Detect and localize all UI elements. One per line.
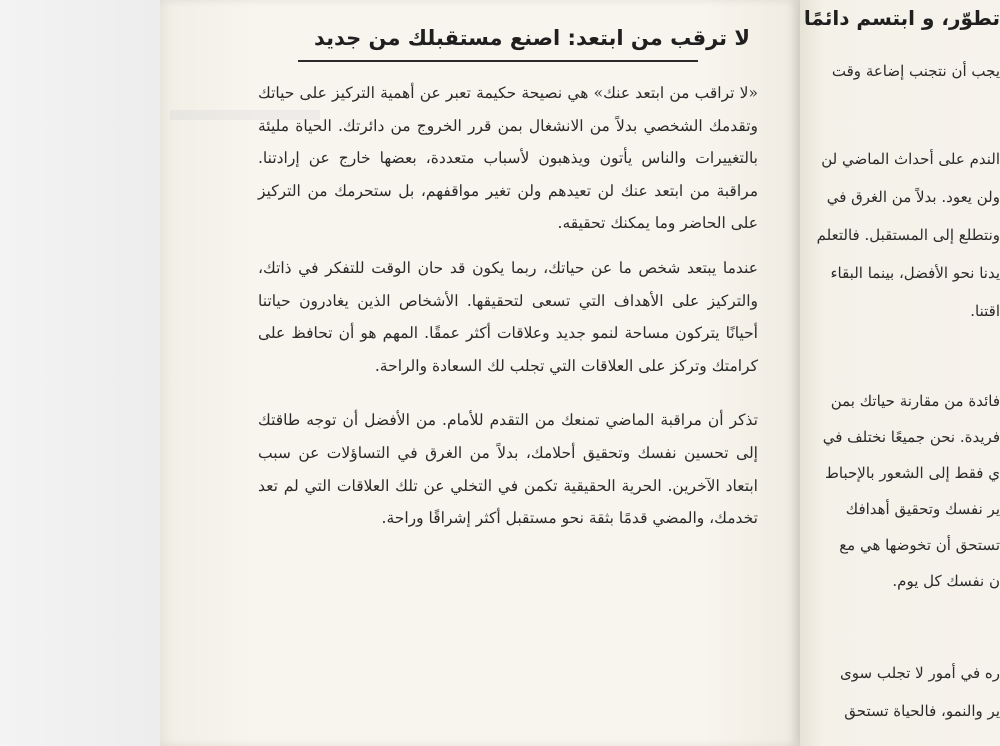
right-line: ن نفسك كل يوم. [892, 572, 1000, 590]
right-line: ره في أمور لا تجلب سوى [840, 664, 1000, 682]
main-text-column [258, 18, 758, 535]
paragraph-3: تذكر أن مراقبة الماضي تمنعك من التقدم للأمام. من الأفضل أن توجه طاقتك إلى تحسين نفسك وتحقيق أحلامك، بدلاً من الغرق في التساؤلات عن سبب ابتعاد الآخرين. الحرية الحقيقية تكمن في التخلي عن تلك العلاقات التي لم تعد تخدمك، والمضي قدمًا بثقة نحو مستقبل أكثر إشراقًا وراحة. [258, 411, 758, 528]
right-line: فائدة من مقارنة حياتك بمن [830, 392, 1000, 410]
right-line: الندم على أحداث الماضي لن [821, 150, 1000, 168]
right-line: ير نفسك وتحقيق أهدافك [845, 500, 1000, 518]
page-heading: لا ترقب من ابتعد: اصنع مستقبلك من جديد [313, 26, 750, 50]
right-line: يجب أن نتجنب إضاعة وقت [831, 62, 1000, 80]
background-surface [0, 0, 160, 746]
right-line: ولن يعود. بدلاً من الغرق في [826, 188, 1000, 206]
right-line: اقتنا. [970, 302, 1000, 320]
right-line: ونتطلع إلى المستقبل. فالتعلم [816, 226, 1000, 244]
right-line: فريدة. نحن جميعًا نختلف في [822, 428, 1000, 446]
right-line: ير والنمو، فالحياة تستحق [844, 702, 1000, 720]
paragraph-1: «لا تراقب من ابتعد عنك» هي نصيحة حكيمة تعبر عن أهمية التركيز على حياتك وتقدمك الشخصي بدلاً من الانشغال بمن قرر الخروج من دائرتك. الحياة مليئة بالتغييرات والناس يأتون ويذهبون لأسباب متعددة، بعضها خارج عن إرادتنا. مراقبة من ابتعد عنك لن تعيدهم ولن تغير مواقفهم، بل ستحرمك من التركيز على الحاضر وما يمكنك تحقيقه. [258, 84, 758, 233]
right-book-page [800, 0, 1000, 746]
heading-underline [298, 60, 698, 62]
paragraph-2: عندما يبتعد شخص ما عن حياتك، ربما يكون قد حان الوقت للتفكر في ذاتك، والتركيز على الأهداف التي تسعى لتحقيقها. الأشخاص الذين يغادرون حياتنا أحيانًا يتركون مساحة لنمو جديد وعلاقات أكثر عمقًا. المهم هو أن تحافظ على كرامتك وتركز على العلاقات التي تجلب لك السعادة والراحة. [258, 258, 758, 375]
right-line: يدنا نحو الأفضل، بينما البقاء [830, 264, 1000, 282]
left-book-page [160, 0, 800, 746]
right-line: تستحق أن تخوضها هي مع [839, 536, 1000, 554]
right-page-heading: تطوّر، و ابتسم دائمًا [803, 6, 1000, 30]
right-line: ي فقط إلى الشعور بالإحباط [825, 464, 1000, 482]
